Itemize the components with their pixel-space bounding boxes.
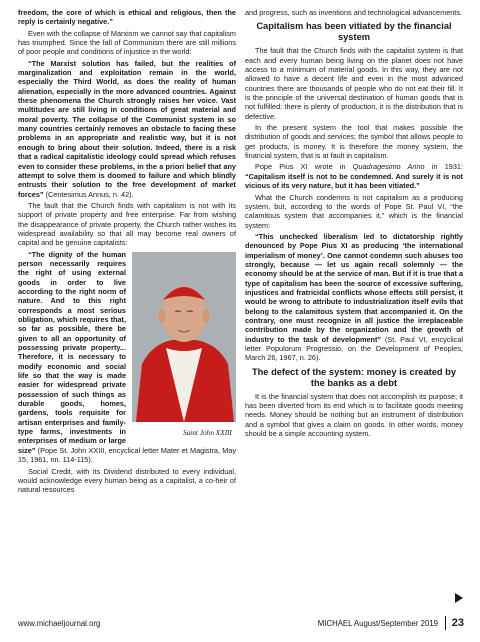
footer-website: www.michaeljournal.org	[18, 619, 101, 628]
quote-text: “This unchecked liberalism led to dictatorship rightly denounced by Pope Pius XI as producing ‘the international imperialism of money’. One cannot condemn such abuses too strongly, because — let us again recall solemnly — the economy should be at the service of man. But if it is true that a type of capitalism has been the source of excessive suffering, injustices and fratricidal conflicts whose effects still persist, it would be wrong to attribute to industrialization itself evils that belong to the calamitous system that accompanied it. On the contrary, one must recognize in all justice the irreplaceable contribution made by the organization and the growth of industry to the task of development”	[245, 231, 463, 344]
page-number: 23	[451, 617, 464, 629]
footer-divider	[445, 616, 446, 630]
quote-centesimus-annus	[18, 59, 236, 199]
paragraph-pius-xi	[245, 162, 463, 190]
paragraph-private-property: The fault that the Church finds with capitalism is not with its support of private property and free enterprise. Far from wishing the disappearance of private property, the Church rather wishes its widespread availability so that all may become real owners of capital and be genuine capitalists:	[18, 200, 236, 248]
quote-source: (Pope St. John XXIII, encyclical letter Mater et Magistra, May 15, 1961, nn. 114-115).	[18, 445, 236, 465]
heading-capitalism-vitiated: Capitalism has been vitiated by the financial system	[256, 21, 452, 43]
quote-text: “The dignity of the human person necessarily requires the right of using external goods in order to live according to the right norm of nature. And to this right corresponds a most serious obligation, which requires that, so far as possible, there be given to all an opportunity of possessing private property... Therefore, it is necessary to modify economic and social life so that the way is made easier for widespread private possession of such things as durable goods, homes, gardens, tools requisite for artisan enterprises and family-type farms, investments in enterprises of medium or large size”	[18, 249, 126, 455]
right-column	[245, 8, 463, 440]
heading-defect-of-system: The defect of the system: money is created by the banks as a debt	[251, 366, 457, 388]
page-footer	[18, 617, 464, 631]
quote-source: (St. Paul VI, encyclical letter Populorum Progressio, on the Development of Peoples, March 26, 1967, n. 26).	[245, 334, 464, 363]
paragraph-marxism-collapse: Even with the collapse of Marxism we cannot say that capitalism has triumphed. Since the fall of Communism there are still millions of poor people and conditions of injustice in the world:	[18, 28, 236, 57]
paragraph-progress: and progress, such as inventions and technological advancements.	[245, 8, 463, 17]
paragraph-church-condemns: What the Church condemns is not capitalism as a producing system, but, according to the words of Pope St. Paul VI, “the calamitous system that accompanies it,” which is the financial system:	[245, 192, 463, 230]
quote-populorum-progressio	[245, 232, 463, 363]
continue-arrow-icon	[454, 593, 464, 603]
left-column	[18, 8, 236, 497]
text-encyclical-title: Quadragesimo Anno	[352, 162, 425, 172]
paragraph-money-system: In the present system the tool that makes possible the distribution of goods and services; the symbol that allows people to get products, is money. It is therefore the money system, the financial system, that is at fault in capitalism.	[245, 123, 463, 161]
text-lead: Pope Pius XI wrote in	[255, 162, 353, 172]
paragraph-quote-continuation: freedom, the core of which is ethical and religious, then the reply is certainly negative.”	[18, 8, 236, 27]
paragraph-financial-system: It is the financial system that does not accomplish its purpose; it has been diverted from its end which is to facilitate goods meeting needs. Money should be nothing but an instrument of distribution and a symbol that gives a claim on goods. In other words, money should be a simple accounting system.	[245, 391, 463, 439]
text-year: in 1931:	[424, 162, 463, 172]
quote-text: “The Marxist solution has failed, but the realities of marginalization and exploitation remain in the world, especially the Third World, as does the reality of human alienation, especially in the more advanced countries. Against these phenomena the Church strongly raises her voice. Vast multitudes are still living in conditions of great material and moral poverty. The collapse of the Communist system in so many countries certainly removes an obstacle to facing these problems in an appropriate and realistic way, but it is not enough to bring about their solution. Indeed, there is a risk that a radical capitalistic ideology could spread which refuses even to consider these problems, in the a priori belief that any attempt to solve them is doomed to failure and which blindly entrusts their solution to the free development of market forces”	[18, 58, 236, 199]
portrait-caption: Saint John XXIII	[182, 428, 232, 438]
paragraph-social-credit: Social Credit, with its Dividend distributed to every individual, would acknowledge every human being as a capitalist, a co-heir of natural resources	[18, 466, 236, 495]
quote-source: (Centesimus Annus, n. 42).	[43, 189, 134, 199]
footer-issue: MICHAEL August/September 2019	[317, 619, 438, 628]
portrait-figure	[132, 252, 236, 438]
paragraph-church-fault: The fault that the Church finds with the capitalist system is that each and every human being living on the planet does not have access to a minimum of material goods. In this way, they are not allowed to have a decent life and even in the most advanced countries there are thousands of people who do not eat their fill. It is the principle of the universal destination of human goods that is not fulfilled: there is plenty of production, it is the distribution that is defective.	[245, 46, 463, 121]
text-pius-quote: “Capitalism itself is not to be condemned. And surely it is not vicious of its very nature, but it has been vitiated.”	[245, 171, 463, 191]
portrait-saint-john-xxiii	[132, 252, 236, 422]
